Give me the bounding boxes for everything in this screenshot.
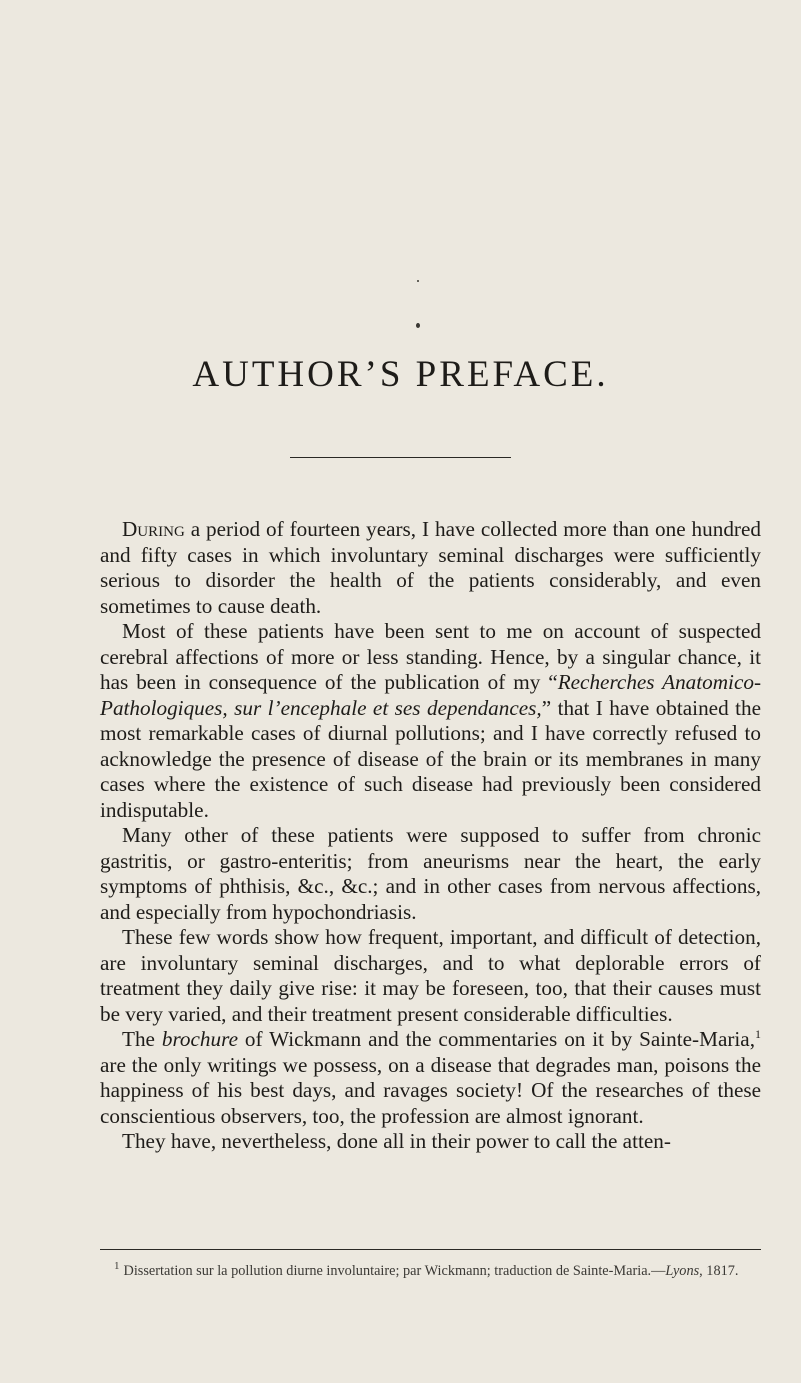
preface-body bbox=[100, 517, 761, 1155]
ink-speck bbox=[417, 280, 419, 282]
footnote-text-before: Dissertation sur la pollution diurne involuntaire; par Wickmann; traduction de Sainte-Maria.— bbox=[123, 1263, 666, 1279]
paragraph-3: Many other of these patients were supposed to suffer from chronic gastritis, or gastro-enteritis; from aneurisms near the heart, the early symptoms of phthisis, &c., &c.; and in other cases from nervous affections, and especially from hypochondriasis. bbox=[100, 823, 761, 924]
footnote-reference[interactable]: 1 bbox=[755, 1026, 762, 1041]
paragraph-5-middle: of Wickmann and the commentaries on it by Sainte-Maria, bbox=[237, 1027, 756, 1051]
title-divider bbox=[290, 457, 511, 458]
paragraph-1 bbox=[100, 517, 761, 619]
paragraph-6: They have, nevertheless, done all in their power to call the atten- bbox=[122, 1129, 671, 1153]
paragraph-2 bbox=[100, 619, 761, 823]
footnote-divider bbox=[100, 1249, 761, 1250]
paragraph-2-before: Most of these patients have been sent to me on account of suspected cerebral affections of more or less standing. Hence, by a singular chance, it has been in consequence of the publication of my “ bbox=[100, 619, 761, 694]
paragraph-5-before: The bbox=[122, 1027, 162, 1051]
paragraph-5-after: are the only writings we possess, on a disease that degrades man, poisons the happiness of his best days, and ravages society! Of the researches of these conscientious observers, too, the profession are almost ignorant. bbox=[100, 1052, 761, 1128]
brochure-emphasis: brochure bbox=[161, 1027, 238, 1051]
paragraph-2-after: ” that I have obtained the most remarkable cases of diurnal pollutions; and I have correctly refused to acknowledge the presence of disease of the brain or its membranes in many cases where the existence of such disease had previously been considered indisputable. bbox=[100, 695, 761, 822]
page-title: AUTHOR’S PREFACE. bbox=[192, 354, 609, 395]
ink-speck bbox=[416, 323, 420, 328]
footnote-number: 1 bbox=[114, 1260, 120, 1273]
footnote-place: Lyons bbox=[665, 1263, 700, 1279]
book-title: Recherches Anatomico-Pathologiques, sur l’encephale et ses dependances, bbox=[100, 670, 761, 720]
footnote bbox=[100, 1262, 761, 1280]
paragraph-5 bbox=[100, 1027, 761, 1129]
paragraph-1-text: a period of fourteen years, I have collected more than one hundred and fifty cases in which involuntary seminal discharges were sufficiently serious to disorder the health of the patients considerably, and even sometimes to cause death. bbox=[100, 517, 761, 618]
paragraph-4: These few words show how frequent, important, and difficult of detection, are involuntary seminal discharges, and to what deplorable errors of treatment they daily give rise: it may be foreseen, too, that their causes must be very varied, and their treatment present considerable difficulties. bbox=[100, 925, 761, 1026]
drop-lead-word: During bbox=[122, 517, 185, 541]
footnote-text-after: , 1817. bbox=[699, 1263, 739, 1279]
